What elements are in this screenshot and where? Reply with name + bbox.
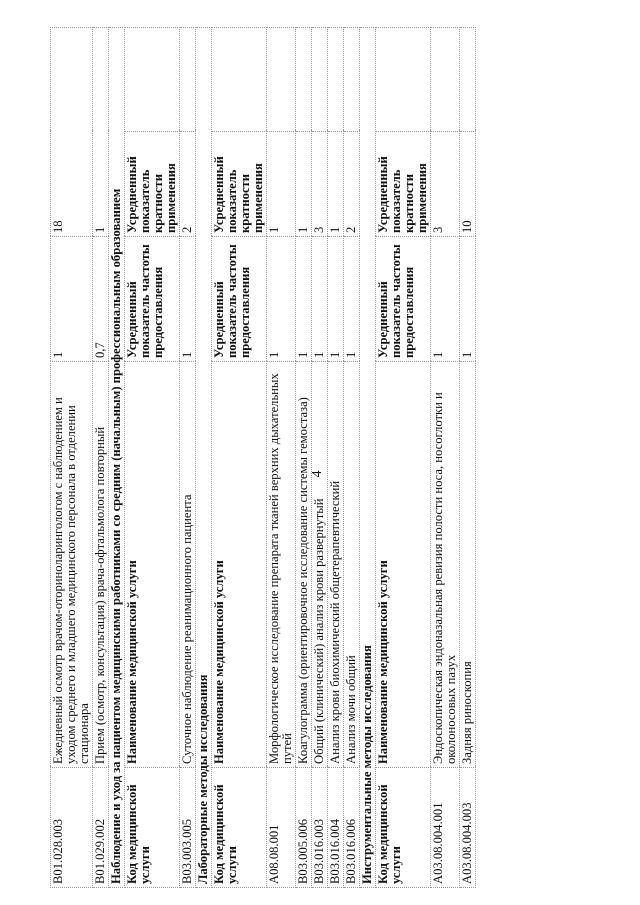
table-row — [431, 28, 460, 888]
cell-code: B03.016.004 — [328, 768, 344, 888]
cell-freq: 1 — [51, 237, 93, 362]
section-title: Лабораторные методы исследования — [196, 28, 212, 888]
table-header — [376, 28, 431, 888]
table-header — [125, 28, 180, 888]
cell-empty — [312, 28, 328, 132]
section-heading-care — [109, 28, 125, 888]
table-row — [51, 28, 93, 888]
section-title: Наблюдение и уход за пациентом медицинскими работниками со средним (начальным) профессиональным образованием — [109, 28, 125, 888]
header-empty — [125, 28, 180, 132]
cell-mult: 3 — [312, 132, 328, 237]
header-code: Код медицинской услуги — [212, 768, 267, 888]
cell-mult: 2 — [180, 132, 196, 237]
table-row — [93, 28, 109, 888]
cell-freq: 1 — [296, 237, 312, 362]
services-table — [50, 27, 476, 888]
cell-freq: 1 — [431, 237, 460, 362]
header-name: Наименование медицинской услуги — [376, 362, 431, 768]
cell-freq: 1 — [328, 237, 344, 362]
header-code: Код медицинской услуги — [125, 768, 180, 888]
cell-mult: 1 — [328, 132, 344, 237]
cell-name: Ежедневный осмотр врачом-оториноларингологом с наблюдением и уходом среднего и младшего медицинского персонала в отделении стационара — [51, 362, 93, 768]
cell-name: Суточное наблюдение реанимационного пациента — [180, 362, 196, 768]
cell-empty — [180, 28, 196, 132]
cell-name: Анализ крови биохимический общетерапевтический — [328, 362, 344, 768]
cell-code: B03.016.003 — [312, 768, 328, 888]
header-code: Код медицинской услуги — [376, 768, 431, 888]
table-row — [344, 28, 360, 888]
cell-code: B03.003.005 — [180, 768, 196, 888]
cell-mult: 2 — [344, 132, 360, 237]
cell-mult: 1 — [267, 132, 296, 237]
table-row — [328, 28, 344, 888]
cell-freq: 1 — [312, 237, 328, 362]
cell-empty — [296, 28, 312, 132]
cell-empty — [267, 28, 296, 132]
cell-freq: 0,7 — [93, 237, 109, 362]
section-title: Инструментальные методы исследования — [360, 28, 376, 888]
section-heading-instrumental — [360, 28, 376, 888]
cell-name: Прием (осмотр, консультация) врача-офтальмолога повторный — [93, 362, 109, 768]
header-freq: Усредненный показатель частоты предоставления — [212, 237, 267, 362]
cell-freq: 1 — [267, 237, 296, 362]
cell-code: A03.08.004.003 — [460, 768, 476, 888]
header-mult: Усредненный показатель кратности применения — [125, 132, 180, 237]
cell-empty — [344, 28, 360, 132]
cell-name: Анализ мочи общий — [344, 362, 360, 768]
cell-empty — [460, 28, 476, 132]
page-number: 4 — [310, 470, 325, 478]
cell-name: Коагулограмма (ориентировочное исследование системы гемостаза) — [296, 362, 312, 768]
section-heading-lab — [196, 28, 212, 888]
cell-name: Эндоскопическая эндоназальная ревизия полости носа, носоглотки и околоносовых пазух — [431, 362, 460, 768]
header-empty — [376, 28, 431, 132]
cell-mult: 3 — [431, 132, 460, 237]
table-row — [460, 28, 476, 888]
cell-name: Морфологическое исследование препарата тканей верхних дыхательных путей — [267, 362, 296, 768]
cell-empty — [328, 28, 344, 132]
header-empty — [212, 28, 267, 132]
cell-mult: 1 — [93, 28, 109, 237]
cell-mult: 18 — [51, 28, 93, 237]
table-row — [312, 28, 328, 888]
cell-code: B01.029.002 — [93, 768, 109, 888]
header-name: Наименование медицинской услуги — [212, 362, 267, 768]
table-row — [267, 28, 296, 888]
cell-mult: 1 — [296, 132, 312, 237]
cell-code: B03.016.006 — [344, 768, 360, 888]
table-header — [212, 28, 267, 888]
header-name: Наименование медицинской услуги — [125, 362, 180, 768]
rotated-table-page — [50, 28, 625, 888]
table-row — [296, 28, 312, 888]
cell-code: B03.005.006 — [296, 768, 312, 888]
header-freq: Усредненный показатель частоты предоставления — [125, 237, 180, 362]
header-freq: Усредненный показатель частоты предоставления — [376, 237, 431, 362]
cell-name: Задняя риноскопия — [460, 362, 476, 768]
cell-code: B01.028.003 — [51, 768, 93, 888]
cell-freq: 1 — [180, 237, 196, 362]
table-row — [180, 28, 196, 888]
cell-mult: 10 — [460, 132, 476, 237]
cell-freq: 1 — [344, 237, 360, 362]
cell-name: Общий (клинический) анализ крови развернутый — [312, 362, 328, 768]
cell-code: A03.08.004.001 — [431, 768, 460, 888]
cell-freq: 1 — [460, 237, 476, 362]
header-mult: Усредненный показатель кратности применения — [376, 132, 431, 237]
header-mult: Усредненный показатель кратности применения — [212, 132, 267, 237]
cell-empty — [431, 28, 460, 132]
cell-code: A08.08.001 — [267, 768, 296, 888]
